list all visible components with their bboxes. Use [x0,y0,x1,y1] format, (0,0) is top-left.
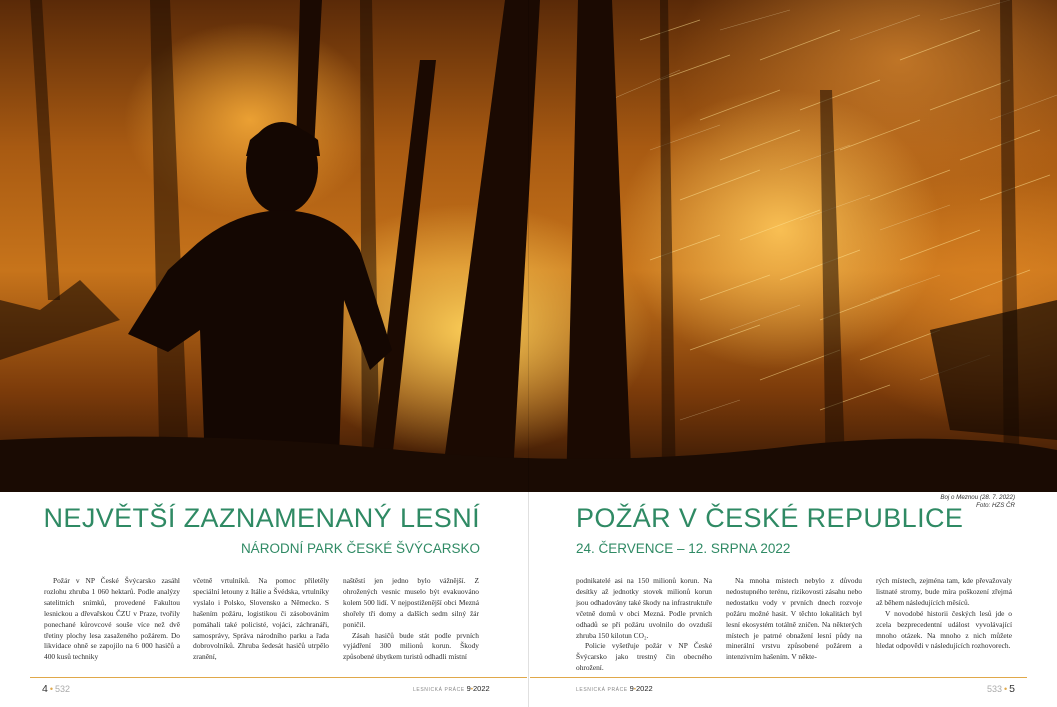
footer-rule-left [30,677,527,678]
page-number: 4 [42,683,48,695]
running-head-right [576,684,653,693]
bullet: • [470,686,474,693]
subtitle-dates: 24. ČERVENCE – 12. SRPNA 2022 [576,541,791,556]
page-gutter [528,0,529,707]
global-page-number: 533 [986,684,1002,694]
paragraph: V novodobé historii českých lesů jde o zcela bezprecedentní událost vyvolávající mnoho otázek. Na mnoho z nich můžete hledat odpovědi v následujících rozhovorech. [876,608,1012,651]
caption-line-2: Foto: HZS ČR [976,502,1015,509]
year: 2022 [473,684,490,693]
body-column-2 [193,576,329,664]
paragraph: podnikatelé asi na 150 milionů korun. Na desítky až jednotky stovek milionů korun jsou odhadovány také škody na infrastruktuře včetně domů v obci Mezná. Podle prvních odhadů se při požáru uvolnilo do ovzduší zhruba 150 kilotun CO₂. [576,576,712,640]
body-column-4 [576,576,712,673]
footer-rule-right [530,677,1027,678]
paragraph: rých místech, zejména tam, kde převažovaly listnaté stromy, bude míra poškození zřejmá až během následujících měsíců. [876,576,1012,607]
year: 2022 [636,684,653,693]
bullet: • [633,686,637,693]
body-column-6 [876,576,1012,664]
body-column-3 [343,576,479,664]
headline-left: NEJVĚTŠÍ ZAZNAMENANÝ LESNÍ [43,503,480,533]
bullet: • [49,684,53,694]
paragraph: naštěstí jen jedno bylo vážnější. Z ohrožených vesnic muselo být evakuováno kolem 500 lidí. V nejpostiženější obci Mezná shořely tři domy a dalších sedm silný žár poničil. [343,576,479,629]
issue-number: 9 [466,684,471,693]
folio-left [42,683,70,695]
running-head-left [413,684,490,693]
folio-right [987,683,1015,695]
paragraph: včetně vrtulníků. Na pomoc přiletěly speciální letouny z Itálie a Švédska, vrtulníky vyslalo i Polsko, Slovensko a Německo. S hašením požáru, logistikou či zásobováním pomáhali také policisté, vojáci, záchranáři, samosprávy, Správa národního parku a řada dobrovolníků. Zhruba šedesát hasičů utrpělo zranění, [193,576,329,662]
headline-right: POŽÁR V ČESKÉ REPUBLICE [576,503,964,533]
paragraph: Požár v NP České Švýcarsko zasáhl rozlohu zhruba 1 060 hektarů. Podle analýzy satelitních snímků, provedené Fakultou lesnickou a dřevařskou ČZU v Praze, tvořily ponechané kůrovcové souše více než dvě třetiny plochy lesa zasaženého požárem. Do likvidace ohně se zapojilo na 6 000 hasičů a 400 kusů techniky [44,576,180,662]
subtitle-location: NÁRODNÍ PARK ČESKÉ ŠVÝCARSKO [240,541,480,556]
paragraph: Na mnoha místech nebylo z důvodu nedostupného terénu, rizikovosti zásahu nebo nedostatku vody v prvních dnech rozvoje požáru možné hasit. V těchto lokalitách byl lesní ekosystém totálně zničen. Na některých místech je patrné obnažení lesní půdy na minerální vrstvu způsobené požárem a intenzivním hašením. V někte- [726,576,862,662]
body-column-5 [726,576,862,664]
magazine-name: LESNICKÁ PRÁCE [576,687,628,693]
bullet: • [1004,684,1008,694]
page-number: 5 [1009,683,1015,695]
magazine-name: LESNICKÁ PRÁCE [413,687,465,693]
body-column-1 [44,576,180,664]
caption-line-1: Boj o Meznou (28. 7. 2022) [940,494,1015,501]
paragraph: Zásah hasičů bude stát podle prvních vyjádření 300 milionů korun. Škody způsobené úbytkem turistů odhadli místní [343,630,479,662]
paragraph: Policie vyšetřuje požár v NP České Švýcarsko jako trestný čin obecného ohrožení. [576,641,712,673]
issue-number: 9 [629,684,634,693]
global-page-number: 532 [55,684,71,694]
